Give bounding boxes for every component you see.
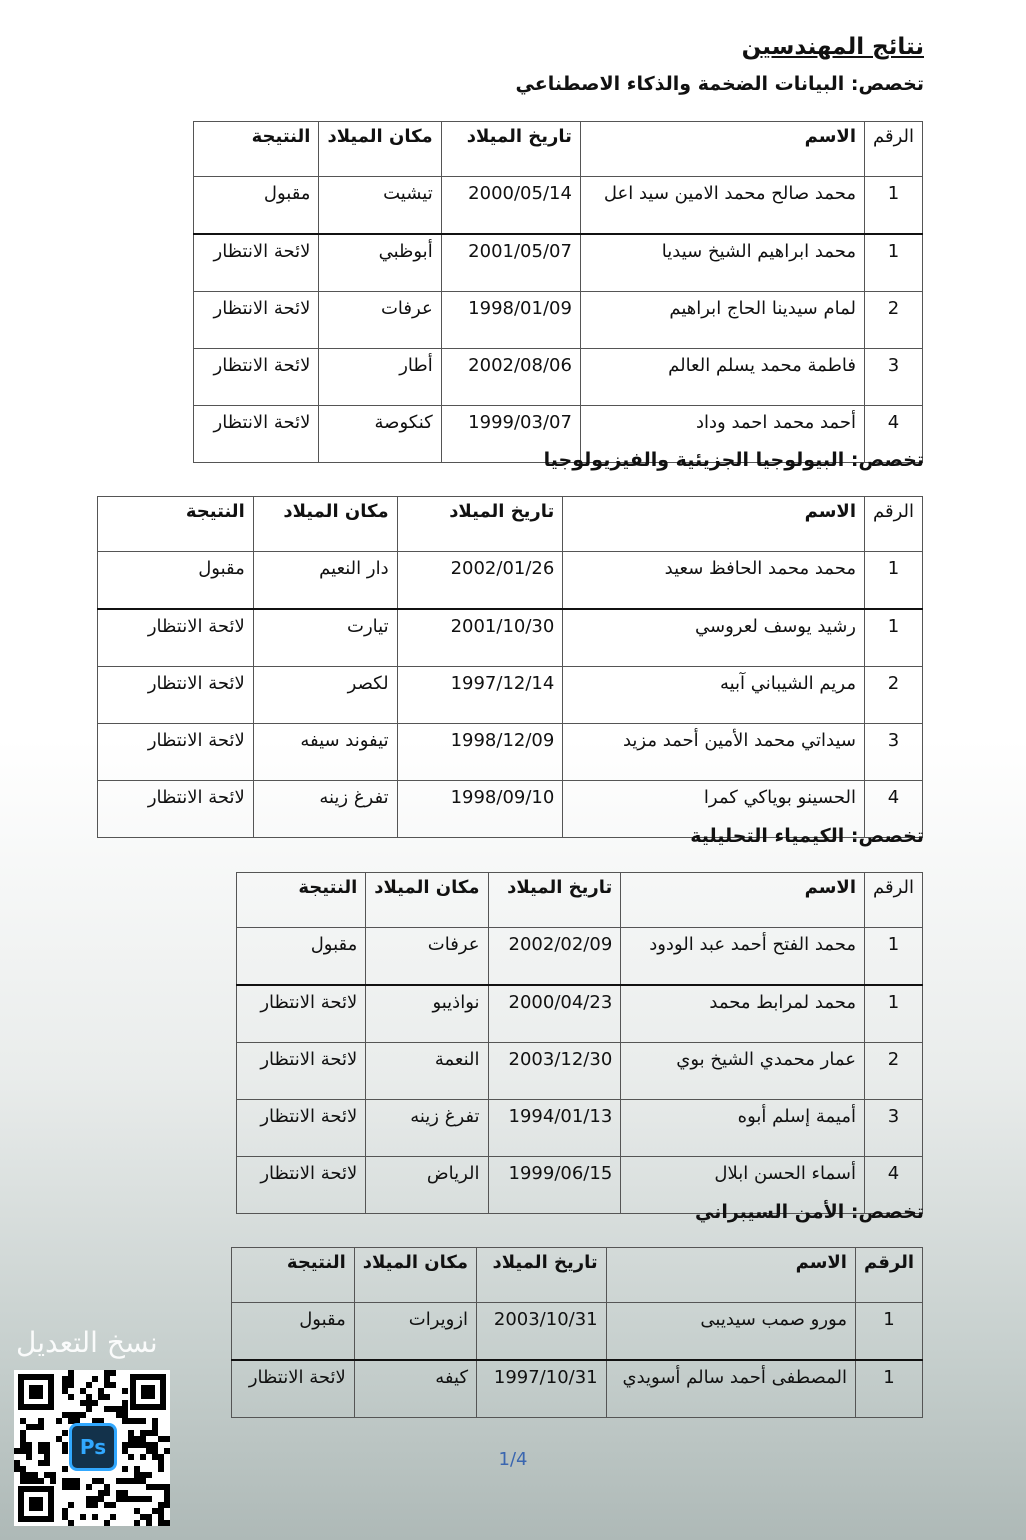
row-result: لائحة الانتظار [98, 609, 254, 667]
header-dob: تاريخ الميلاد [477, 1248, 607, 1303]
header-num: الرقم [864, 497, 922, 552]
row-name: محمد لمرابط محمد [621, 985, 865, 1043]
row-pob: لكصر [253, 667, 397, 724]
table-row [194, 177, 923, 235]
table-row [194, 292, 923, 349]
row-pob: النعمة [366, 1043, 488, 1100]
photoshop-icon: Ps [69, 1423, 117, 1471]
row-name: أسماء الحسن ابلال [621, 1157, 865, 1214]
row-pob: تيفوند سيفه [253, 724, 397, 781]
row-dob: 2003/12/30 [488, 1043, 621, 1100]
table-row [232, 1360, 923, 1418]
row-name: أحمد محمد احمد وداد [580, 406, 864, 463]
row-pob: أطار [319, 349, 441, 406]
row-num: 3 [864, 724, 922, 781]
row-result: لائحة الانتظار [98, 781, 254, 838]
results-table-cybersecurity [231, 1247, 923, 1418]
header-name: الاسم [621, 873, 865, 928]
row-pob: تفرغ زينه [366, 1100, 488, 1157]
header-name: الاسم [580, 122, 864, 177]
row-pob: تيشيت [319, 177, 441, 235]
header-pob: مكان الميلاد [319, 122, 441, 177]
section-title-cybersecurity: تخصص: الأمن السيبراني [694, 1201, 924, 1223]
header-num: الرقم [855, 1248, 922, 1303]
row-result: لائحة الانتظار [232, 1360, 355, 1418]
page-number: 1/4 [498, 1449, 528, 1470]
row-num: 3 [864, 1100, 922, 1157]
row-pob: نواذيبو [366, 985, 488, 1043]
row-pob: تيارت [253, 609, 397, 667]
header-name: الاسم [563, 497, 865, 552]
section-title-big-data: تخصص: البيانات الضخمة والذكاء الاصطناعي [515, 73, 924, 95]
row-pob: دار النعيم [253, 552, 397, 610]
row-result: لائحة الانتظار [237, 985, 366, 1043]
row-num: 3 [864, 349, 922, 406]
header-dob: تاريخ الميلاد [488, 873, 621, 928]
row-result: لائحة الانتظار [237, 1043, 366, 1100]
row-dob: 1998/12/09 [397, 724, 563, 781]
header-name: الاسم [606, 1248, 855, 1303]
table-row [194, 234, 923, 292]
table-row [237, 1043, 923, 1100]
header-result: النتيجة [232, 1248, 355, 1303]
table-row [98, 667, 923, 724]
row-num: 1 [864, 552, 922, 610]
row-dob: 1998/09/10 [397, 781, 563, 838]
row-pob: عرفات [366, 928, 488, 986]
table-row [98, 609, 923, 667]
row-num: 4 [864, 406, 922, 463]
row-name: محمد الفتح أحمد عبد الودود [621, 928, 865, 986]
row-num: 2 [864, 667, 922, 724]
header-result: النتيجة [194, 122, 319, 177]
row-result: لائحة الانتظار [237, 1100, 366, 1157]
row-name: محمد صالح محمد الامين سيد اعل [580, 177, 864, 235]
row-dob: 2000/05/14 [441, 177, 580, 235]
row-dob: 1994/01/13 [488, 1100, 621, 1157]
row-pob: كنكوصة [319, 406, 441, 463]
table-row [232, 1303, 923, 1361]
row-name: الحسينو بوياكي كمرا [563, 781, 865, 838]
header-num: الرقم [864, 873, 922, 928]
row-result: لائحة الانتظار [194, 349, 319, 406]
row-name: سيداتي محمد الأمين أحمد مزيد [563, 724, 865, 781]
row-dob: 2002/02/09 [488, 928, 621, 986]
row-num: 1 [855, 1360, 922, 1418]
section-title-chemistry: تخصص: الكيمياء التحليلية [690, 825, 924, 847]
results-table-chemistry [236, 872, 923, 1214]
row-dob: 1999/06/15 [488, 1157, 621, 1214]
page-title: نتائج المهندسين [741, 34, 924, 60]
row-num: 4 [864, 781, 922, 838]
table-header-row [194, 122, 923, 177]
table-header-row [237, 873, 923, 928]
row-num: 2 [864, 1043, 922, 1100]
row-num: 1 [864, 177, 922, 235]
watermark-caption: نسخ التعديل [16, 1326, 158, 1359]
header-pob: مكان الميلاد [253, 497, 397, 552]
row-name: المصطفى أحمد سالم أسويدي [606, 1360, 855, 1418]
table-row [237, 928, 923, 986]
row-name: رشيد يوسف لعروسي [563, 609, 865, 667]
row-num: 1 [864, 609, 922, 667]
row-result: لائحة الانتظار [237, 1157, 366, 1214]
row-pob: ازويرات [354, 1303, 476, 1361]
row-pob: أبوظبي [319, 234, 441, 292]
row-name: عمار محمدي الشيخ بوي [621, 1043, 865, 1100]
row-pob: كيفه [354, 1360, 476, 1418]
row-result: لائحة الانتظار [98, 724, 254, 781]
row-dob: 1998/01/09 [441, 292, 580, 349]
table-header-row [98, 497, 923, 552]
row-dob: 2001/05/07 [441, 234, 580, 292]
row-dob: 1999/03/07 [441, 406, 580, 463]
row-result: لائحة الانتظار [194, 406, 319, 463]
table-header-row [232, 1248, 923, 1303]
table-row [194, 349, 923, 406]
row-dob: 2002/01/26 [397, 552, 563, 610]
header-pob: مكان الميلاد [366, 873, 488, 928]
row-pob: تفرغ زينه [253, 781, 397, 838]
row-num: 2 [864, 292, 922, 349]
row-result: مقبول [194, 177, 319, 235]
row-result: لائحة الانتظار [98, 667, 254, 724]
row-dob: 2001/10/30 [397, 609, 563, 667]
table-row [98, 552, 923, 610]
row-num: 1 [864, 928, 922, 986]
row-num: 4 [864, 1157, 922, 1214]
row-name: فاطمة محمد يسلم العالم [580, 349, 864, 406]
header-result: النتيجة [237, 873, 366, 928]
row-dob: 2000/04/23 [488, 985, 621, 1043]
table-row [98, 724, 923, 781]
row-dob: 2002/08/06 [441, 349, 580, 406]
row-result: مقبول [232, 1303, 355, 1361]
row-num: 1 [855, 1303, 922, 1361]
row-result: مقبول [98, 552, 254, 610]
row-num: 1 [864, 985, 922, 1043]
row-name: أميمة إسلم أبوه [621, 1100, 865, 1157]
header-dob: تاريخ الميلاد [441, 122, 580, 177]
row-dob: 2003/10/31 [477, 1303, 607, 1361]
row-dob: 1997/12/14 [397, 667, 563, 724]
row-result: لائحة الانتظار [194, 234, 319, 292]
row-pob: عرفات [319, 292, 441, 349]
row-num: 1 [864, 234, 922, 292]
row-name: مريم الشيباني آبيه [563, 667, 865, 724]
results-table-biology [97, 496, 923, 838]
section-title-biology: تخصص: البيولوجيا الجزيئية والفيزيولوجيا [543, 449, 924, 471]
header-pob: مكان الميلاد [354, 1248, 476, 1303]
results-table-big-data [193, 121, 923, 463]
row-name: لمام سيدينا الحاج ابراهيم [580, 292, 864, 349]
row-dob: 1997/10/31 [477, 1360, 607, 1418]
row-result: لائحة الانتظار [194, 292, 319, 349]
header-dob: تاريخ الميلاد [397, 497, 563, 552]
table-row [237, 985, 923, 1043]
row-name: مورو صمب سيديبى [606, 1303, 855, 1361]
row-result: مقبول [237, 928, 366, 986]
row-name: محمد محمد الحافظ سعيد [563, 552, 865, 610]
table-row [237, 1100, 923, 1157]
header-num: الرقم [864, 122, 922, 177]
row-pob: الرياض [366, 1157, 488, 1214]
row-name: محمد ابراهيم الشيخ سيديا [580, 234, 864, 292]
header-result: النتيجة [98, 497, 254, 552]
